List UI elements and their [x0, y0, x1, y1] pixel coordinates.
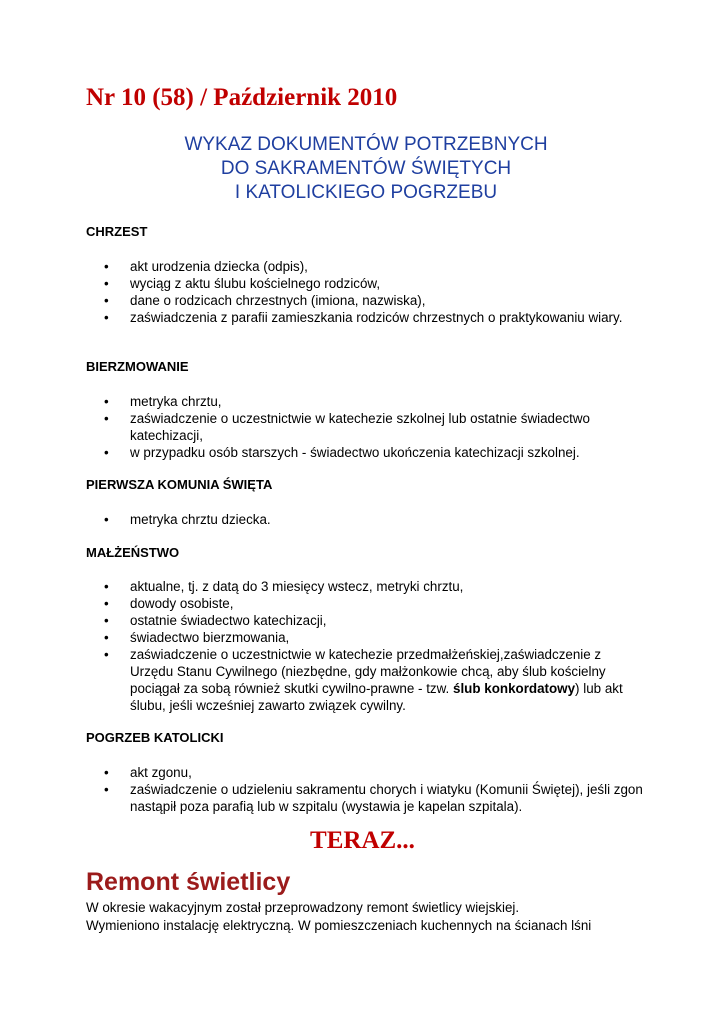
list-item: • ostatnie świadectwo katechizacji, — [86, 612, 646, 629]
list-item: • aktualne, tj. z datą do 3 miesięcy wstecz, metryki chrztu, — [86, 578, 646, 595]
list-item: • zaświadczenie o udzieleniu sakramentu chorych i wiatyku (Komunii Świętej), jeśli zgon nastąpił poza parafią lub w szpitalu (wystawia je kapelan szpitala). — [86, 781, 646, 815]
list-chrzest — [86, 258, 646, 326]
section-title-komunia: PIERWSZA KOMUNIA ŚWIĘTA — [86, 477, 273, 492]
list-bierzmowanie — [86, 393, 646, 461]
main-heading-line-1: WYKAZ DOKUMENTÓW POTRZEBNYCH — [184, 134, 548, 155]
list-item-bold-text: ślub konkordatowy — [453, 681, 576, 696]
list-item-text: zaświadczenie o uczestnictwie w katechezie przedmałżeńskiej,zaświadczenie z Urzędu Stanu Cywilnego (niezbędne, gdy małżonkowie chcą, aby ślub kościelny pociągał za sobą również skutki cywilno-prawne - tzw. — [130, 647, 606, 696]
teraz-heading: TERAZ... — [310, 827, 415, 854]
list-malzenstwo — [86, 578, 646, 714]
section-title-bierzmowanie: BIERZMOWANIE — [86, 359, 189, 374]
list-item: • metryka chrztu dziecka. — [86, 511, 646, 528]
list-item — [86, 646, 646, 714]
list-item: • wyciąg z aktu ślubu kościelnego rodziców, — [86, 275, 646, 292]
issue-title: Nr 10 (58) / Październik 2010 — [86, 84, 398, 111]
list-item: • zaświadczenia z parafii zamieszkania rodziców chrzestnych o praktykowaniu wiary. — [86, 309, 646, 326]
list-item: • akt urodzenia dziecka (odpis), — [86, 258, 646, 275]
main-heading-line-3: I KATOLICKIEGO POGRZEBU — [234, 182, 498, 203]
list-item: • świadectwo bierzmowania, — [86, 629, 646, 646]
section-title-pogrzeb: POGRZEB KATOLICKI — [86, 730, 224, 745]
list-item: • dowody osobiste, — [86, 595, 646, 612]
list-item-text: ) lub akt ślubu, jeśli wcześniej zawarto związek cywilny. — [130, 681, 623, 713]
list-pogrzeb — [86, 764, 646, 815]
list-item: • w przypadku osób starszych - świadectwo ukończenia katechizacji szkolnej. — [86, 444, 646, 461]
main-heading — [86, 133, 646, 205]
remont-text-line-2: Wymieniono instalację elektryczną. W pomieszczeniach kuchennych na ścianach lśni — [86, 918, 592, 933]
remont-text — [86, 899, 666, 935]
list-komunia — [86, 511, 646, 528]
list-item: • metryka chrztu, — [86, 393, 646, 410]
section-title-malzenstwo: MAŁŻEŃSTWO — [86, 545, 180, 560]
remont-title: Remont świetlicy — [86, 868, 291, 896]
list-item: • zaświadczenie o uczestnictwie w katechezie szkolnej lub ostatnie świadectwo katechizacji, — [86, 410, 646, 444]
list-item: • dane o rodzicach chrzestnych (imiona, nazwiska), — [86, 292, 646, 309]
section-title-chrzest: CHRZEST — [86, 224, 148, 239]
remont-text-line-1: W okresie wakacyjnym został przeprowadzony remont świetlicy wiejskiej. — [86, 900, 520, 915]
main-heading-line-2: DO SAKRAMENTÓW ŚWIĘTYCH — [220, 158, 512, 179]
list-item: • akt zgonu, — [86, 764, 646, 781]
